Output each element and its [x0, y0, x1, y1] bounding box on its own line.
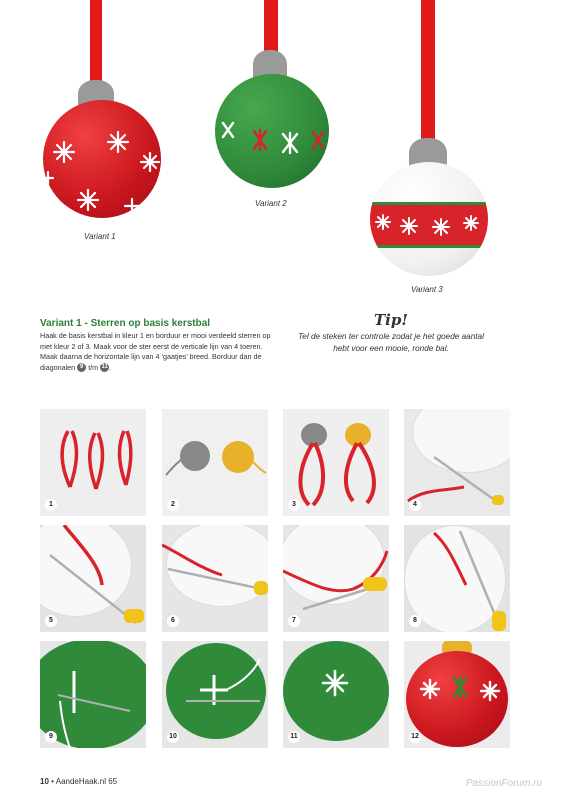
caption-variant-1: Variant 1 — [84, 232, 116, 241]
step-photo-1 — [40, 409, 146, 516]
needle-and-yarn — [404, 409, 510, 516]
tip-title: Tip! — [374, 311, 408, 329]
step-photo-5 — [40, 525, 146, 632]
step-photo-3 — [283, 409, 389, 516]
step-number: 3 — [288, 499, 300, 511]
ornament-variant-2 — [210, 0, 340, 195]
step-photo-10 — [162, 641, 268, 748]
caption-variant-3: Variant 3 — [411, 285, 443, 294]
step-number: 11 — [288, 731, 300, 743]
white-stitch — [40, 641, 146, 748]
step-photo-12 — [404, 641, 510, 748]
step-photo-2 — [162, 409, 268, 516]
step-number: 5 — [45, 615, 57, 627]
step-photo-7 — [283, 525, 389, 632]
ornament-variant-1 — [40, 0, 170, 225]
yarn-tails — [162, 409, 268, 516]
needle-and-yarn — [40, 525, 146, 632]
watermark: PassionForum.ru — [465, 778, 542, 789]
magazine-name: AandeHaak.nl 65 — [55, 777, 118, 786]
step-number: 12 — [409, 731, 421, 743]
needle-and-yarn — [162, 525, 268, 632]
step-photo-11 — [283, 641, 389, 748]
caption-variant-2: Variant 2 — [255, 199, 287, 208]
step-photo-9 — [40, 641, 146, 748]
step-number: 2 — [167, 499, 179, 511]
step-number: 6 — [167, 615, 179, 627]
step-photo-6 — [162, 525, 268, 632]
needle-and-yarn — [283, 525, 389, 632]
step-badge-to: 11 — [101, 364, 108, 371]
instruction-end: . — [109, 362, 112, 372]
page-footer — [40, 777, 117, 786]
needle-and-yarn — [404, 525, 510, 632]
step-number: 8 — [409, 615, 421, 627]
step-badge-from: 9 — [77, 363, 86, 372]
step-number: 10 — [167, 731, 179, 743]
step-number: 7 — [288, 615, 300, 627]
step-photo-4 — [404, 409, 510, 516]
page-number: 10 — [40, 777, 49, 786]
star-band-embroidery — [365, 0, 495, 280]
embroidery — [404, 641, 510, 748]
star-embroidery — [40, 0, 170, 225]
ornament-variant-3 — [365, 0, 495, 280]
tip-text: Tel de steken ter controle zodat je het goede aantal hebt voor een mooie, ronde bal. — [298, 332, 484, 353]
instruction-body: Haak de basis kerstbal in kleur 1 en borduur er mooi verdeeld sterren op met kleur 2 of 3. Maak voor de ster eerst de verticale lijn van 4 toeren. Maak daarna de horizontale lijn van 4 ‘gaatjes’ breed. Borduur dan de diagonalen — [40, 331, 271, 372]
ribbon-loops — [40, 409, 146, 516]
step-number: 9 — [45, 731, 57, 743]
step-photo-8 — [404, 525, 510, 632]
cross-stitch-embroidery — [210, 0, 340, 195]
white-stitch — [162, 641, 268, 748]
step-number: 4 — [409, 499, 421, 511]
instruction-text — [40, 331, 280, 373]
ribbon-loops — [283, 409, 389, 516]
footer-bullet: • — [51, 777, 54, 786]
step-number: 1 — [45, 499, 57, 511]
white-star — [283, 641, 389, 748]
section-title: Variant 1 - Sterren op basis kerstbal — [40, 318, 211, 329]
instruction-between: t/m — [88, 362, 99, 372]
